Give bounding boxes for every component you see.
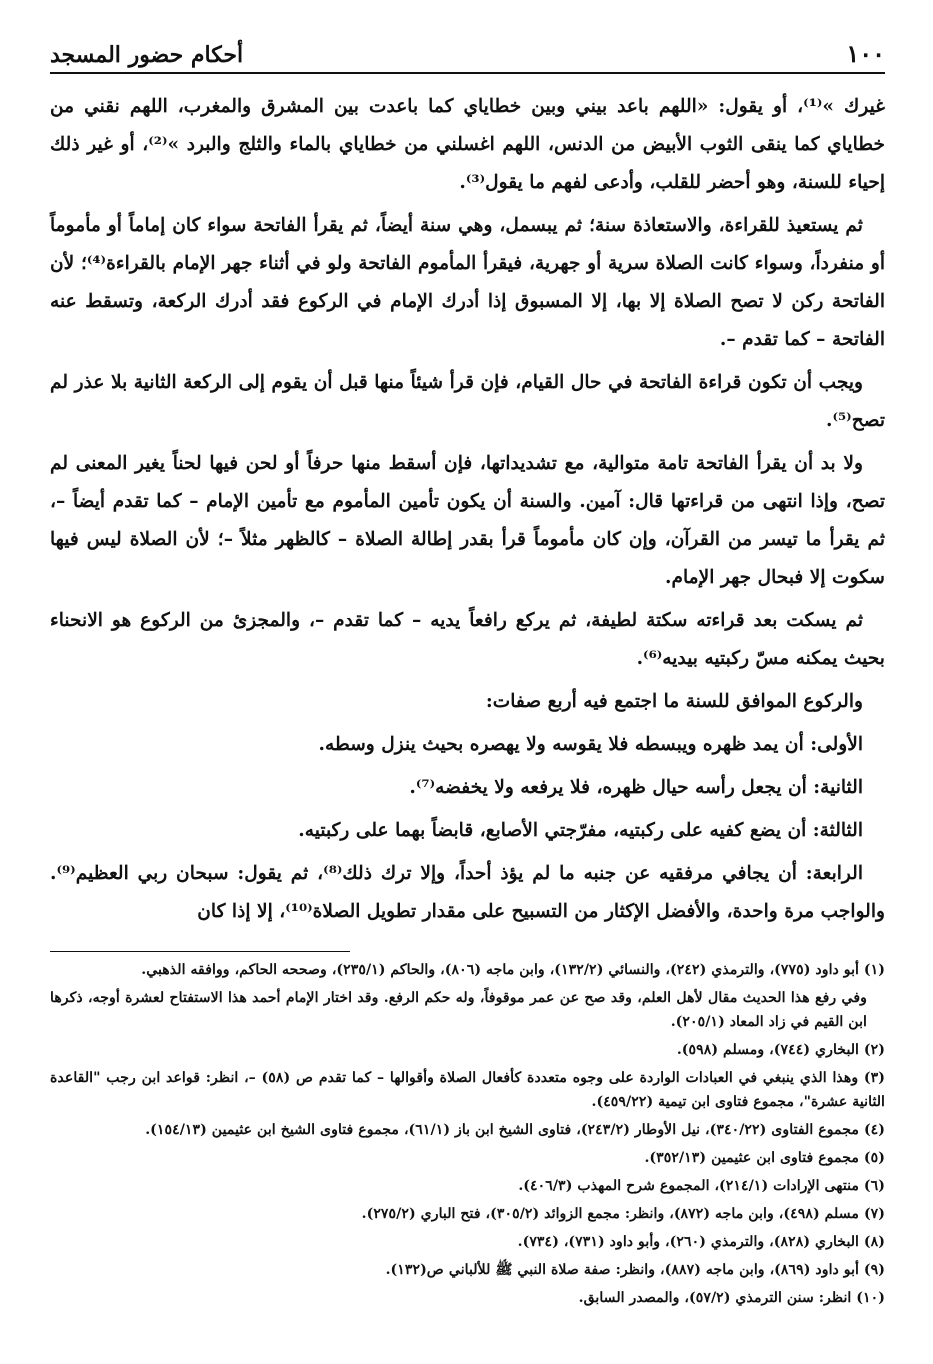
paragraph: والركوع الموافق للسنة ما اجتمع فيه أربع صفات: [485, 691, 863, 712]
footnote: وفي رفع هذا الحديث مقال لأهل العلم، وقد صح عن عمر موقوفاً، وله حكم الرفع. وقد اختار الإمام أحمد هذا الاستفتاح لعشرة أوجه، ذكرها ابن القيم في زاد المعاد (٢٠٥/١). [50, 990, 867, 1030]
book-page [50, 28, 885, 1314]
paragraph: ثم يسكت بعد قراءته سكتة لطيفة، ثم يركع رافعاً يديه – كما تقدم –، والمجزئ من الركوع هو الانحناء بحيث يمكنه مسّ ركبتيه بيديه⁽⁶⁾. [50, 610, 885, 669]
list-item: الرابعة: أن يجافي مرفقيه عن جنبه ما لم يؤذ أحداً، وإلا ترك ذلك⁽⁸⁾، ثم يقول: سبحان ربي العظيم⁽⁹⁾. والواجب مرة واحدة، والأفضل الإكثار من التسبيح على مقدار تطويل الصلاة⁽¹⁰⁾، إلا إذا كان [50, 863, 885, 922]
footnote: (٣) وهذا الذي ينبغي في العبادات الواردة على وجوه متعددة كأفعال الصلاة وأقوالها – كما تقدم ص (٥٨) –، انظر: قواعد ابن رجب "القاعدة الثانية عشرة"، مجموع فتاوى ابن تيمية (٤٥٩/٢٢). [50, 1070, 885, 1110]
list-item: الثانية: أن يجعل رأسه حيال ظهره، فلا يرفعه ولا يخفضه⁽⁷⁾. [409, 777, 863, 798]
footnote: (٧) مسلم (٤٩٨)، وابن ماجه (٨٧٢)، وانظر: مجمع الزوائد (٣٠٥/٢)، فتح الباري (٢٧٥/٢). [361, 1206, 885, 1222]
paragraph: ثم يستعيذ للقراءة، والاستعاذة سنة؛ ثم يبسمل، وهي سنة أيضاً، ثم يقرأ الفاتحة سواء كان إماماً أو مأموماً أو منفرداً، وسواء كانت الصلاة سرية أو جهرية، فيقرأ المأموم الفاتحة ولو في أثناء جهر الإمام بالقراءة⁽⁴⁾؛ لأن الفاتحة ركن لا تصح الصلاة إلا بها، إلا المسبوق إذا أدرك الإمام في الركوع فقد أدرك الركعة، وتسقط عنه الفاتحة – كما تقدم –. [50, 215, 885, 350]
footnote: (١٠) انظر: سنن الترمذي (٥٧/٢)، والمصدر السابق. [578, 1290, 885, 1306]
footnote: (٥) مجموع فتاوى ابن عثيمين (٣٥٢/١٣). [644, 1150, 885, 1166]
paragraph: ولا بد أن يقرأ الفاتحة تامة متوالية، مع تشديداتها، فإن أسقط منها حرفاً أو لحن فيها لحناً يغير المعنى لم تصح، وإذا انتهى من قراءتها قال: آمين. والسنة أن يكون تأمين المأموم مع تأمين الإمام – كما تقدم أيضاً –، ثم يقرأ ما تيسر من القرآن، وإن كان مأموماً قرأ بقدر إطالة الصلاة – كالظهر مثلاً –؛ لأن الصلاة ليس فيها سكوت إلا فبحال جهر الإمام. [50, 453, 885, 588]
footnote: (٦) منتهى الإرادات (٢١٤/١)، المجموع شرح المهذب (٤٠٦/٣). [518, 1178, 885, 1194]
page-header [50, 28, 885, 68]
paragraph: ويجب أن تكون قراءة الفاتحة في حال القيام، فإن قرأ شيئاً منها قبل أن يقوم إلى الركعة الثانية بلا عذر لم تصح⁽⁵⁾. [50, 372, 885, 431]
footnote-separator [50, 951, 350, 952]
list-item: الأولى: أن يمد ظهره ويبسطه فلا يقوسه ولا يهصره بحيث ينزل وسطه. [318, 734, 863, 755]
page-number: ١٠٠ [846, 39, 885, 68]
paragraph: غيرك »⁽¹⁾، أو يقول: «اللهم باعد بيني وبين خطاياي كما باعدت بين المشرق والمغرب، اللهم نقني من خطاياي كما ينقى الثوب الأبيض من الدنس، اللهم اغسلني من خطاياي بالماء والثلج والبرد »⁽²⁾، أو غير ذلك إحياء للسنة، وهو أحضر للقلب، وأدعى لفهم ما يقول⁽³⁾. [50, 96, 885, 193]
footnotes [50, 958, 885, 1310]
footnote: (١) أبو داود (٧٧٥)، والترمذي (٢٤٢)، والنسائي (١٣٢/٢)، وابن ماجه (٨٠٦)، والحاكم (٢٣٥/١)، وصححه الحاكم، ووافقه الذهبي. [141, 962, 885, 978]
footnote: (٤) مجموع الفتاوى (٣٤٠/٢٢)، نيل الأوطار (٢٤٣/٢)، فتاوى الشيخ ابن باز (٦١/١)، مجموع فتاوى الشيخ ابن عثيمين (١٥٤/١٣). [145, 1122, 885, 1138]
header-rule [50, 72, 885, 74]
footnote: (٢) البخاري (٧٤٤)، ومسلم (٥٩٨). [676, 1042, 885, 1058]
list-item: الثالثة: أن يضع كفيه على ركبتيه، مفرّجتي الأصابع، قابضاً بهما على ركبتيه. [298, 820, 863, 841]
footnote: (٩) أبو داود (٨٦٩)، وابن ماجه (٨٨٧)، وانظر: صفة صلاة النبي ﷺ للألباني ص(١٣٢). [385, 1262, 885, 1278]
running-title: أحكام حضور المسجد [50, 42, 244, 68]
main-text [50, 88, 885, 931]
footnote: (٨) البخاري (٨٢٨)، والترمذي (٢٦٠)، وأبو داود (٧٣١)، (٧٣٤). [517, 1234, 885, 1250]
